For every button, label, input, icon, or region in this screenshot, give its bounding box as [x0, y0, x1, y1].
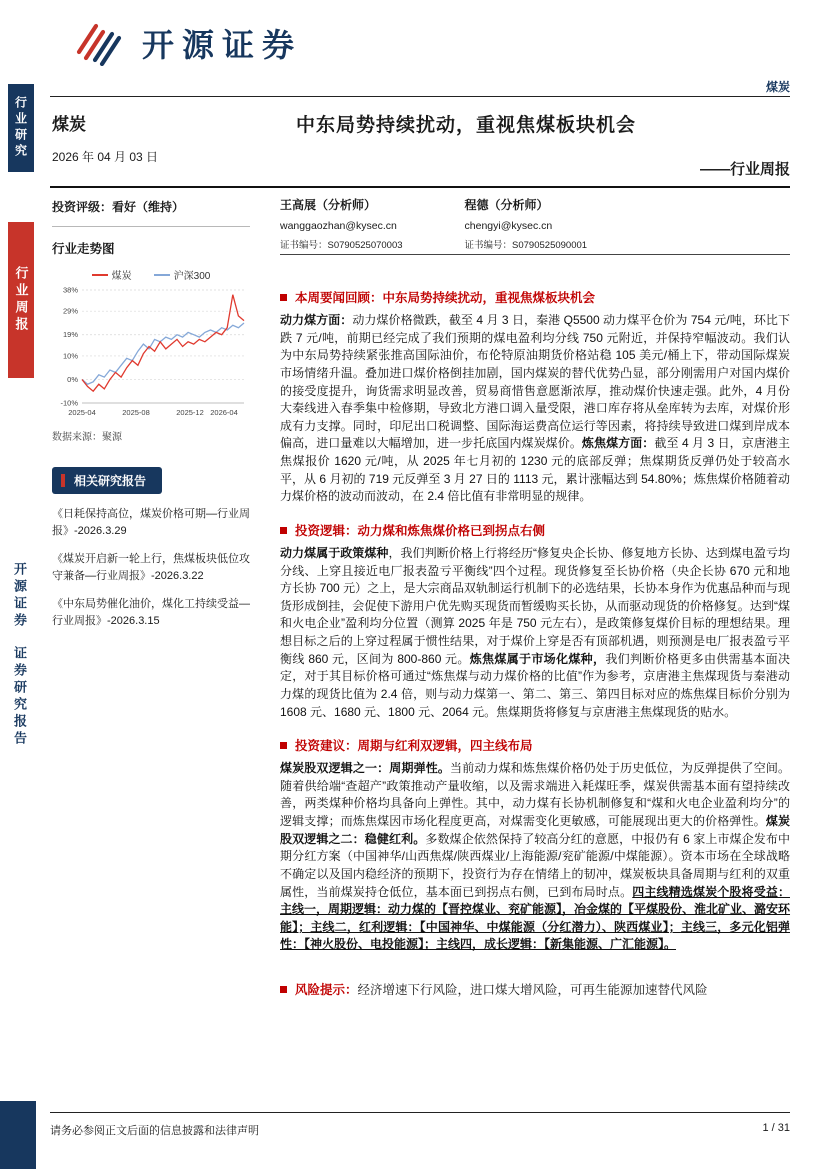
- bullet-icon: [280, 986, 287, 993]
- chart-line-0: [82, 295, 244, 392]
- report-date: 2026 年 04 月 03 日: [52, 150, 159, 164]
- svg-text:2025-12: 2025-12: [176, 408, 204, 417]
- legend-item-coal: 煤炭: [92, 267, 132, 282]
- bullet-icon: [280, 527, 287, 534]
- analyst-email: wanggaozhan@kysec.cn: [280, 220, 397, 232]
- footer-disclaimer: 请务必参阅正文后面的信息披露和法律声明: [50, 1125, 259, 1137]
- section-heading-risk: 风险提示：经济增速下行风险，进口煤大增风险，可再生能源加速替代风险: [280, 980, 790, 998]
- hs300-line-swatch: [154, 274, 170, 276]
- analyst-name: 程德（分析师）: [464, 198, 549, 212]
- sidebar-tab-industry-research-label: 行业研究: [13, 96, 28, 160]
- sidebar-tab-industry-weekly-label: 行业周报: [13, 266, 29, 334]
- red-accent-bar: [61, 474, 65, 487]
- analyst-divider: [280, 254, 790, 255]
- sidebar-tab-industry-weekly: [8, 222, 34, 378]
- corner-decoration-block: [0, 1101, 36, 1169]
- chart-source: 数据来源：聚源: [52, 432, 122, 443]
- header-divider: [50, 186, 790, 188]
- trend-chart-svg: [52, 285, 252, 419]
- brand-name: 开源证券: [142, 27, 303, 63]
- analyst-name: 王高展（分析师）: [280, 198, 377, 212]
- section-heading-weekly-review: 本周要闻回顾：中东局势持续扰动，重视焦煤板块机会: [280, 288, 790, 306]
- svg-text:2026-04: 2026-04: [210, 408, 238, 417]
- analyst-email: chengyi@kysec.cn: [464, 220, 553, 232]
- footer-divider: [50, 1112, 790, 1113]
- report-title: 中东局势持续扰动，重视焦煤板块机会: [295, 115, 636, 136]
- risk-text: 经济增速下行风险，进口煤大增风险，可再生能源加速替代风险: [357, 983, 708, 997]
- related-reports-header: [52, 467, 162, 494]
- report-subtitle: ——行业周报: [699, 161, 790, 178]
- svg-text:19%: 19%: [62, 330, 78, 340]
- related-report-link: 《煤炭开启新一轮上行，焦煤板块低位攻守兼备—行业周报》-2026.3.22: [52, 553, 250, 582]
- bullet-icon: [280, 742, 287, 749]
- analyst-1: [280, 196, 403, 251]
- rating-label: 投资评级：: [52, 200, 113, 214]
- footer-page-number: 1 / 31: [762, 1122, 790, 1134]
- chart-xlabels: [68, 408, 238, 417]
- rating-value: 看好（维持）: [112, 200, 185, 214]
- brand-logo: [72, 20, 302, 66]
- svg-text:-10%: -10%: [60, 398, 78, 408]
- chart-legend: [52, 267, 250, 282]
- brand-logo-icon: [72, 20, 130, 66]
- investment-rating: [52, 198, 250, 215]
- related-report-link: 《中东局势催化油价，煤化工持续受益—行业周报》-2026.3.15: [52, 598, 250, 627]
- divider: [52, 226, 250, 227]
- industry-tag: 煤炭: [765, 80, 790, 94]
- chart-grid: [60, 286, 244, 408]
- bullet-icon: [280, 294, 287, 301]
- related-report-link: 《日耗保持高位，煤炭价格可期—行业周报》-2026.3.29: [52, 508, 250, 537]
- legend-item-hs300: 沪深300: [154, 267, 211, 282]
- analyst-2: [465, 196, 588, 251]
- section-heading-investment-advice: 投资建议：周期与红利双逻辑，四主线布局: [280, 736, 790, 754]
- sidebar-tab-industry-research: [8, 84, 34, 172]
- chart-line-1: [82, 323, 244, 384]
- main-content-column: [280, 196, 790, 1004]
- paragraph-investment-advice: 煤炭股双逻辑之一：周期弹性。当前动力煤和炼焦煤价格仍处于历史低位，为反弹提供了空间。随着供给端“查超产”政策推动产量收缩，以及需求端进入耗煤旺季，煤炭供需基本面有望持续改善，两类煤种价格均具备向上弹性。其中，动力煤有长协机制修复和“煤和火电企业盈利均分”的逻辑支撑；而炼焦煤因市场化程度更高，对煤需变化更敏感，可能展现出更大的价格弹性。煤炭股双逻辑之二：稳健红利。多数煤企依然保持了较高分红的意愿，中报仍有 6 家上市煤企发布中期分红方案（中国神华/山西焦煤/陕西煤业/上海能源/兖矿能源/中煤能源）。资本市场在全球战略不确定以及国内稳经济的预期下，投资行为存在情绪上的韧冲，煤炭板块具备周期与红利的双重属性，当前煤炭持仓低位，基本面已到拐点右侧，已到布局时点。四主线精选煤炭个股将受益：主线一，周期逻辑：动力煤的【晋控煤业、兖矿能源】，冶金煤的【平煤股份、淮北矿业、潞安环能】；主线二，红利逻辑：【中国神华、中煤能源（分红潜力）、陕西煤业】；主线三，多元化铝弹性：【神火股份、电投能源】；主线四，成长逻辑：【新集能源、广汇能源】。: [280, 761, 791, 952]
- section-heading-investment-logic: 投资逻辑：动力煤和炼焦煤价格已到拐点右侧: [280, 521, 790, 539]
- sidebar-report-type-vertical: 证券研究报告: [12, 646, 27, 748]
- paragraph-investment-logic: 动力煤属于政策煤种，我们判断价格上行将经历“修复央企长协、修复地方长协、达到煤电盈亏均分线、上穿且接近电厂报表盈亏平衡线”四个过程。现货修复至长协价格（央企长协 670 元和地方长协 700 元）之上，是大宗商品双轨制运行机制下的必选结果，长协本身作为优惠品种而与现货形成倒挂，会促使下游用户优先购买现货而暂缓购买长协，从而驱动现货的价格修复。达到“煤和火电企业”盈利均分位置（测算 2025 年是 750 元左右），是政策修复煤价目标的理想结果。理想目标之后的上穿过程属于惯性结果，对于煤价上穿是否有顶部机遇，则预测是电厂报表盈亏平衡线 860 元，区间为 800-860 元。炼焦煤属于市场化煤种，我们判断价格更多由供需基本面决定，对于其目标价格可通过“炼焦煤与动力煤价格的比值”作为参考，京唐港主焦煤现货与秦港动力煤的现货比值为 2.4 倍，则与动力煤第一、第二、第三、第四目标对应的炼焦煤目标价分别为 1608 元、1680 元、1800 元、2064 元。焦煤期货将修复与京唐港主焦煤现货的贴水。: [280, 545, 790, 719]
- svg-text:10%: 10%: [62, 351, 78, 361]
- analyst-cert: 证书编号：S0790525090001: [464, 240, 588, 251]
- svg-text:29%: 29%: [62, 306, 78, 316]
- sidebar-brand-vertical: 开源证券: [12, 562, 27, 630]
- related-reports-title: 相关研究报告: [74, 474, 147, 488]
- top-divider: [50, 96, 790, 97]
- analyst-block: [280, 196, 790, 273]
- report-industry: 煤炭: [52, 115, 86, 134]
- analyst-cert: 证书编号：S0790525070003: [280, 240, 403, 251]
- chart-title: 行业走势图: [52, 242, 115, 256]
- svg-text:2025-04: 2025-04: [68, 408, 96, 417]
- svg-text:38%: 38%: [62, 285, 78, 295]
- coal-line-swatch: [92, 274, 108, 276]
- left-sidebar-column: [52, 198, 250, 629]
- industry-trend-chart: [52, 267, 250, 443]
- svg-text:2025-08: 2025-08: [122, 408, 150, 417]
- paragraph-weekly-review: 动力煤方面：动力煤价格微跌，截至 4 月 3 日，秦港 Q5500 动力煤平仓价为 754 元/吨，环比下跌 7 元/吨，前期已经完成了我们预期的煤电盈利均分线 750 元附近，并保持窄幅波动。我们认为中东局势持续紧张推高国际油价，布伦特原油期货价格站稳 105 美元/桶上下，带动国际煤炭市场情绪升温。叠加进口煤价格倒挂加剧，国内煤炭的替代优势凸显，部分刚需用户对国内煤价的接受度提升，询货需求明显改善，贸易商惜售意愿渐浓厚，推动煤价快速走强。此外，4 月份大秦线进入春季集中检修期，导致北方港口调入量受限，港口库存将从垒库转为去库，对煤价形成有力支撑。同时，印尼出口税调整、国际海运费高位运行等因素，将持续导致进口煤到岸成本偏高，进口量难以大幅增加，进一步托底国内煤炭煤价。炼焦煤方面：截至 4 月 3 日，京唐港主焦煤报价 1620 元/吨，从 2025 年七月初的 1230 元的底部反弹；焦煤期货反弹仍处于较高水平，从 6 月初的 719 元反弹至 3 月 27 日的 1113 元，累计涨幅达到 54.80%；炼焦煤价格随着动力煤价格的波动而波动，在 2.4 倍比值有非常明显的规律。: [280, 313, 790, 504]
- svg-text:0%: 0%: [67, 374, 78, 384]
